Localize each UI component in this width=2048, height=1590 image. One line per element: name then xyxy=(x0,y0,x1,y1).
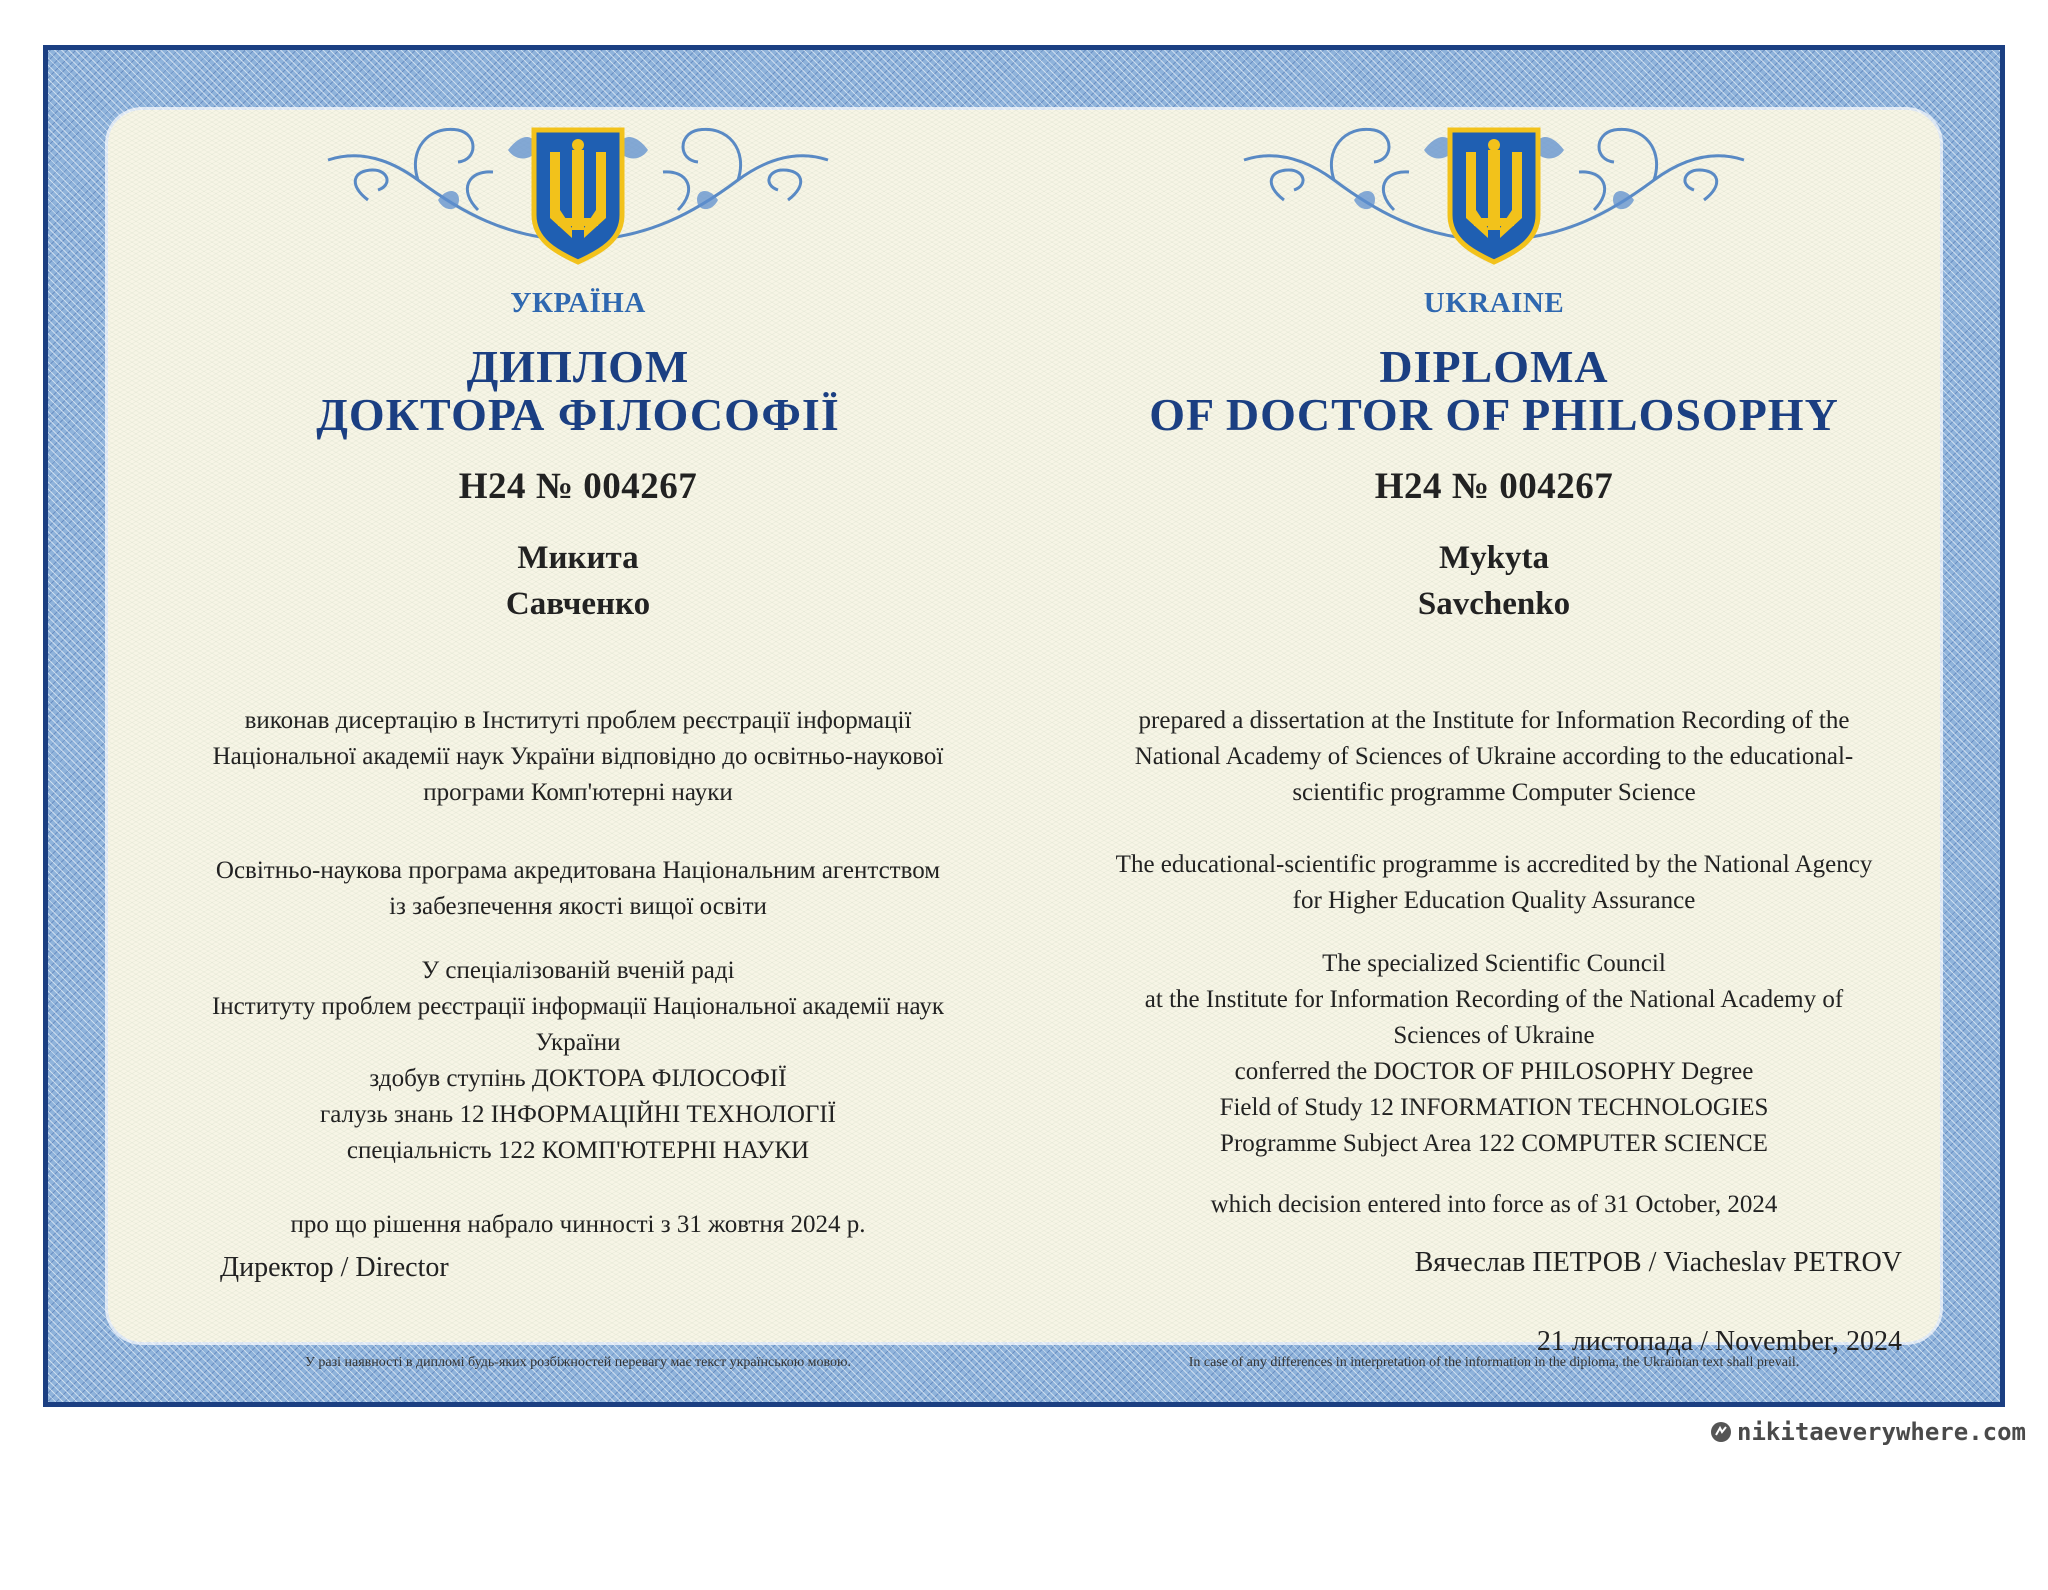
text-line: Інституту проблем реєстрації інформації Національної академії наук xyxy=(211,993,945,1020)
text-line: Освітньо-наукова програма акредитована Національним агентством xyxy=(215,857,941,884)
accreditation-paragraph-en xyxy=(1024,847,1964,919)
issue-date: 21 листопада / November, 2024 xyxy=(1536,1326,1902,1357)
signatory-name: Вячеслав ПЕТРОВ / Viacheslav PETROV xyxy=(1414,1247,1902,1278)
text-line: for Higher Education Quality Assurance xyxy=(1292,887,1696,914)
text-line: виконав дисертацію в Інституті проблем реєстрації інформації xyxy=(244,707,912,734)
watermark-text: nikitaeverywhere.com xyxy=(1737,1418,2026,1446)
watermark-logo-icon xyxy=(1709,1420,1733,1444)
ukraine-coat-of-arms-icon xyxy=(308,90,848,280)
diploma-subtitle-en: OF DOCTOR OF PHILOSOPHY xyxy=(1149,389,1839,440)
text-line: Field of Study 12 INFORMATION TECHNOLOGIES xyxy=(1219,1094,1769,1121)
text-line: галузь знань 12 ІНФОРМАЦІЙНІ ТЕХНОЛОГІЇ xyxy=(319,1101,836,1128)
text-line: The specialized Scientific Council xyxy=(1322,950,1666,977)
dissertation-paragraph-uk xyxy=(108,703,1048,811)
text-line: Sciences of Ukraine xyxy=(1393,1022,1595,1049)
diploma-subtitle-uk: ДОКТОРА ФІЛОСОФІЇ xyxy=(316,389,840,440)
ornament-left xyxy=(308,90,848,280)
decision-date-en: which decision entered into force as of 31 October, 2024 xyxy=(1210,1191,1778,1218)
diploma-title-en: DIPLOMA xyxy=(1379,341,1609,392)
country-name-uk: УКРАЇНА xyxy=(510,287,646,319)
text-line: із забезпечення якості вищої освіти xyxy=(389,893,767,920)
ukraine-coat-of-arms-icon xyxy=(1224,90,1764,280)
surname-uk: Савченко xyxy=(505,586,651,622)
text-line: програми Комп'ютерні науки xyxy=(423,779,733,806)
degree-paragraph-uk xyxy=(108,953,1048,1169)
text-line: здобув ступінь ДОКТОРА ФІЛОСОФІЇ xyxy=(369,1065,787,1092)
text-line: України xyxy=(535,1029,621,1056)
diploma-number-en: H24 № 004267 xyxy=(1374,466,1614,507)
diploma-number-uk: Н24 № 004267 xyxy=(458,466,698,507)
ukrainian-side xyxy=(108,110,1048,1590)
diploma-paper xyxy=(108,110,1940,1370)
accreditation-paragraph-uk xyxy=(108,853,1048,925)
text-line: спеціальність 122 КОМП'ЮТЕРНІ НАУКИ xyxy=(346,1137,810,1164)
ornament-right xyxy=(1224,90,1764,280)
degree-paragraph-en xyxy=(1024,946,1964,1162)
watermark xyxy=(1709,1418,2026,1446)
diploma-frame xyxy=(43,45,2005,1407)
surname-en: Savchenko xyxy=(1417,586,1571,622)
text-line: prepared a dissertation at the Institute for Information Recording of the xyxy=(1138,707,1850,734)
footnote-uk: У разі наявності в дипломі будь-яких розбіжностей перевагу має текст українською мовою. xyxy=(304,1355,852,1370)
decision-date-uk: про що рішення набрало чинності з 31 жовтня 2024 р. xyxy=(290,1211,866,1238)
diploma-title-uk: ДИПЛОМ xyxy=(466,341,690,392)
footnote-en: In case of any differences in interpretation of the information in the diploma, the Ukrainian text shall prevail. xyxy=(1188,1355,1800,1370)
text-line: National Academy of Sciences of Ukraine according to the educational- xyxy=(1134,743,1854,770)
given-name-uk: Микита xyxy=(517,540,639,576)
director-title: Директор / Director xyxy=(220,1252,449,1283)
text-line: conferred the DOCTOR OF PHILOSOPHY Degree xyxy=(1234,1058,1754,1085)
text-line: У спеціалізованій вченій раді xyxy=(421,957,735,984)
dissertation-paragraph-en xyxy=(1024,703,1964,811)
text-line: Національної академії наук України відповідно до освітньо-наукової xyxy=(212,743,944,770)
text-line: scientific programme Computer Science xyxy=(1292,779,1696,806)
text-line: The educational-scientific programme is accredited by the National Agency xyxy=(1115,851,1873,878)
given-name-en: Mykyta xyxy=(1439,540,1549,576)
country-name-en: UKRAINE xyxy=(1423,287,1565,319)
text-line: at the Institute for Information Recording of the National Academy of xyxy=(1144,986,1844,1013)
english-side xyxy=(1024,110,1964,1590)
text-line: Programme Subject Area 122 COMPUTER SCIENCE xyxy=(1220,1130,1768,1157)
